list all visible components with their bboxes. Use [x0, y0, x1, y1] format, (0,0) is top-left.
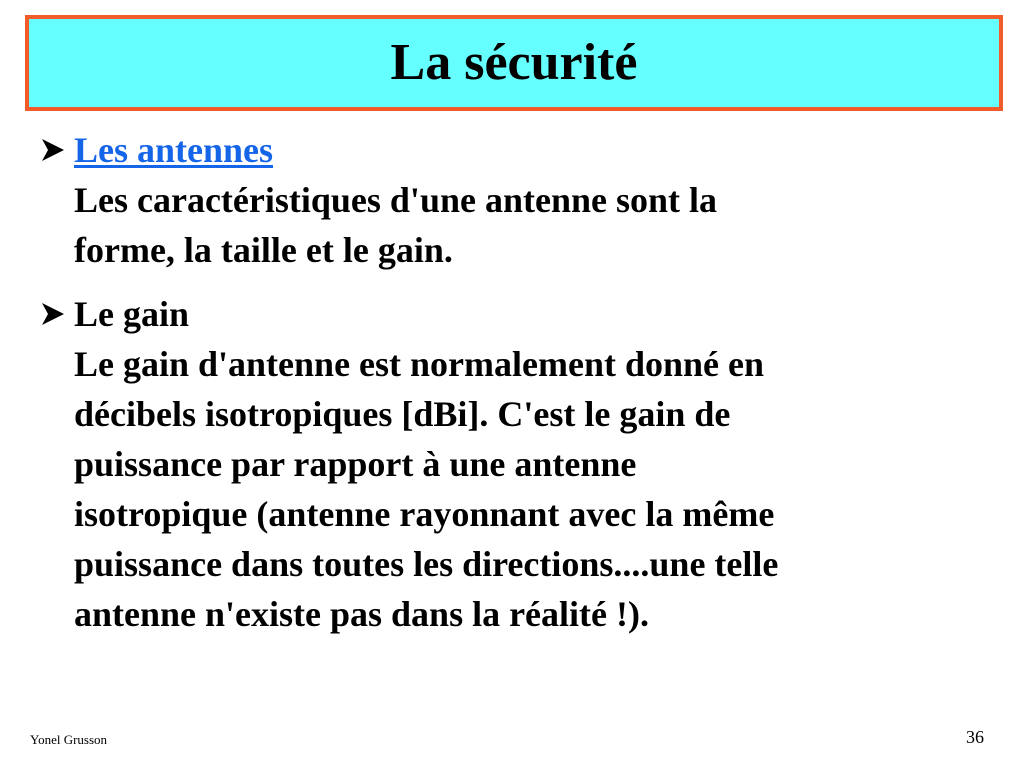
slide-title: La sécurité: [390, 34, 638, 91]
le-gain-heading: Le gain: [74, 294, 190, 334]
arrowhead-bullet-icon: [40, 289, 74, 339]
body-line: Les caractéristiques d'une antenne sont la: [74, 180, 717, 220]
bullet-item-antennes: [40, 125, 990, 275]
body-line: antenne n'existe pas dans la réalité !).: [74, 594, 649, 634]
slide-content: [40, 125, 990, 653]
les-antennes-link[interactable]: Les antennes: [74, 130, 274, 170]
body-line: puissance par rapport à une antenne: [74, 444, 637, 484]
body-line: forme, la taille et le gain.: [74, 230, 453, 270]
body-line: décibels isotropiques [dBi]. C'est le gain de: [74, 394, 731, 434]
arrowhead-bullet-icon: [40, 125, 74, 175]
bullet-item-gain: [40, 289, 990, 639]
bullet-text: [74, 125, 990, 275]
body-line: Le gain d'antenne est normalement donné en: [74, 344, 765, 384]
footer-author: Yonel Grusson: [30, 732, 108, 747]
bullet-text: [74, 289, 990, 639]
slide-title-box: [25, 15, 1003, 111]
body-line: puissance dans toutes les directions....une telle: [74, 544, 779, 584]
page-number: 36: [966, 727, 984, 747]
body-line: isotropique (antenne rayonnant avec la même: [74, 494, 775, 534]
